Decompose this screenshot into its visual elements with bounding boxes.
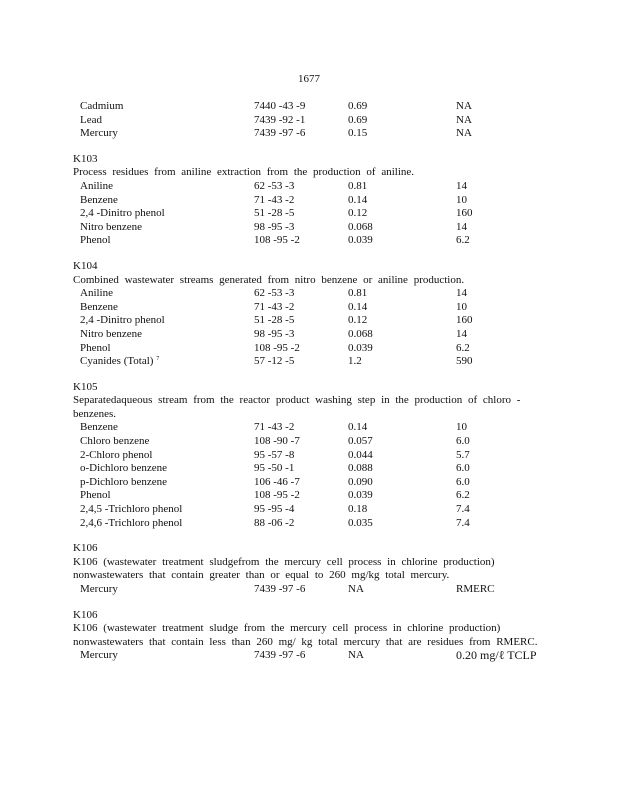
constituent-name-text: Aniline <box>80 179 113 192</box>
constituent-row <box>73 328 553 342</box>
cas-number: 108 -95 -2 <box>254 341 300 354</box>
constituent-row <box>73 583 553 597</box>
waste-code-section <box>73 260 553 369</box>
constituent-name-text: Benzene <box>80 300 118 313</box>
waste-code: K103 <box>73 152 98 165</box>
constituent-name-text: Cyanides (Total) <box>80 355 154 368</box>
waste-description: Combined wastewater streams generated from nitro benzene or aniline production. <box>73 273 465 286</box>
constituent-row <box>73 355 553 369</box>
cas-number: 106 -46 -7 <box>254 475 300 488</box>
wastewater-standard: 0.039 <box>348 489 373 502</box>
constituent-name <box>80 100 123 114</box>
nonwastewater-standard: 7.4 <box>456 516 470 529</box>
nonwastewater-standard: 14 <box>456 220 467 233</box>
nonwastewater-standard: NA <box>456 113 472 126</box>
nonwastewater-standard: 6.2 <box>456 489 470 502</box>
wastewater-standard: 0.068 <box>348 220 373 233</box>
constituent-name-text: 2-Chloro phenol <box>80 448 153 461</box>
cas-number: 62 -53 -3 <box>254 179 295 192</box>
constituent-row <box>73 517 553 531</box>
constituent-name <box>80 287 113 301</box>
cas-number: 108 -90 -7 <box>254 435 300 448</box>
constituent-name-text: Lead <box>80 113 102 126</box>
constituent-name <box>80 435 149 449</box>
cas-number: 108 -95 -2 <box>254 234 300 247</box>
constituent-row <box>73 194 553 208</box>
waste-code-section <box>73 153 553 248</box>
constituent-name <box>80 114 102 128</box>
constituent-row <box>73 342 553 356</box>
constituent-name <box>80 328 142 342</box>
cas-number: 98 -95 -3 <box>254 220 295 233</box>
wastewater-standard: 0.039 <box>348 234 373 247</box>
wastewater-standard: 0.18 <box>348 503 368 516</box>
cas-number: 98 -95 -3 <box>254 327 295 340</box>
wastewater-standard: NA <box>348 649 364 662</box>
wastewater-standard: 0.69 <box>348 100 368 112</box>
cas-number: 88 -06 -2 <box>254 516 295 529</box>
footnote-marker: 7 <box>156 356 160 363</box>
nonwastewater-standard: 10 <box>456 421 467 434</box>
wastewater-standard: 0.15 <box>348 127 368 140</box>
wastewater-standard: 0.69 <box>348 113 368 126</box>
nonwastewater-standard: 14 <box>456 287 467 300</box>
constituent-name <box>80 314 165 328</box>
nonwastewater-standard: 7.4 <box>456 503 470 516</box>
nonwastewater-standard: 10 <box>456 193 467 206</box>
constituent-name <box>80 476 167 490</box>
wastewater-standard: 0.14 <box>348 421 368 434</box>
waste-code-section <box>73 542 553 596</box>
cas-number: 7439 -97 -6 <box>254 649 306 662</box>
constituent-row <box>73 287 553 301</box>
waste-description: Process residues from aniline extraction from the production of aniline. <box>73 166 415 179</box>
nonwastewater-standard: 6.0 <box>456 435 470 448</box>
waste-code-section <box>73 100 553 141</box>
nonwastewater-standard: NA <box>456 100 472 112</box>
constituent-row <box>73 207 553 221</box>
nonwastewater-standard: 6.2 <box>456 341 470 354</box>
constituent-name-text: 2,4,5 -Trichloro phenol <box>80 503 183 516</box>
wastewater-standard: 0.81 <box>348 287 368 300</box>
cas-number: 108 -95 -2 <box>254 489 300 502</box>
cas-number: 71 -43 -2 <box>254 193 295 206</box>
constituent-name-text: 2,4 -Dinitro phenol <box>80 207 165 220</box>
waste-code: K106 <box>73 542 98 555</box>
nonwastewater-standard: 160 <box>456 207 473 220</box>
waste-code: K104 <box>73 259 98 272</box>
waste-code-section <box>73 381 553 531</box>
constituent-name-text: Mercury <box>80 127 118 140</box>
constituent-name <box>80 489 111 503</box>
nonwastewater-standard: 6.0 <box>456 475 470 488</box>
constituent-name-text: o-Dichloro benzene <box>80 462 168 475</box>
cas-number: 7439 -97 -6 <box>254 127 306 140</box>
wastewater-standard: 0.12 <box>348 207 368 220</box>
constituent-name-text: Chloro benzene <box>80 435 150 448</box>
constituent-row <box>73 234 553 248</box>
constituent-name <box>80 301 118 315</box>
constituent-row <box>73 435 553 449</box>
wastewater-standard: 0.044 <box>348 448 373 461</box>
constituent-name <box>80 649 118 663</box>
nonwastewater-standard: 160 <box>456 314 473 327</box>
constituent-row <box>73 462 553 476</box>
treatment-standards-list <box>73 100 553 675</box>
constituent-name <box>80 583 118 597</box>
cas-number: 95 -57 -8 <box>254 448 295 461</box>
nonwastewater-standard: NA <box>456 127 472 140</box>
cas-number: 51 -28 -5 <box>254 207 295 220</box>
nonwastewater-standard: 14 <box>456 327 467 340</box>
wastewater-standard: 0.088 <box>348 462 373 475</box>
constituent-row <box>73 114 553 128</box>
constituent-row <box>73 221 553 235</box>
cas-number: 7439 -97 -6 <box>254 583 306 595</box>
nonwastewater-standard: 5.7 <box>456 448 470 461</box>
wastewater-standard: 0.035 <box>348 516 373 529</box>
constituent-row <box>73 503 553 517</box>
constituent-row <box>73 476 553 490</box>
cas-number: 51 -28 -5 <box>254 314 295 327</box>
nonwastewater-standard: 590 <box>456 355 473 368</box>
constituent-row <box>73 127 553 141</box>
constituent-name <box>80 503 182 517</box>
constituent-name <box>80 194 118 208</box>
waste-description: K106 (wastewater treatment sludgefrom the mercury cell process in chlorine production) nonwastewaters that contain greater than or equal to 260 mg/kg total mercury. <box>73 555 495 582</box>
constituent-row <box>73 489 553 503</box>
constituent-name <box>80 234 111 248</box>
constituent-name <box>80 355 159 369</box>
cas-number: 7440 -43 -9 <box>254 100 306 112</box>
constituent-name-text: 2,4,6 -Trichloro phenol <box>80 516 183 529</box>
constituent-name-text: Nitro benzene <box>80 220 142 233</box>
constituent-name <box>80 207 165 221</box>
constituent-row <box>73 301 553 315</box>
cas-number: 95 -50 -1 <box>254 462 295 475</box>
constituent-name <box>80 127 118 141</box>
nonwastewater-standard: 0.20 mg/ℓ TCLP <box>456 648 537 663</box>
constituent-name-text: Benzene <box>80 193 118 206</box>
constituent-name <box>80 342 111 356</box>
wastewater-standard: 1.2 <box>348 355 362 368</box>
wastewater-standard: 0.039 <box>348 341 373 354</box>
constituent-row <box>73 421 553 435</box>
nonwastewater-standard: 6.0 <box>456 462 470 475</box>
waste-code: K106 <box>73 608 98 621</box>
constituent-name-text: Phenol <box>80 489 111 502</box>
wastewater-standard: 0.12 <box>348 314 368 327</box>
constituent-name <box>80 517 182 531</box>
constituent-name-text: p-Dichloro benzene <box>80 475 168 488</box>
cas-number: 62 -53 -3 <box>254 287 295 300</box>
constituent-name-text: Mercury <box>80 583 118 595</box>
page-number: 1677 <box>298 73 320 85</box>
constituent-name-text: 2,4 -Dinitro phenol <box>80 314 165 327</box>
wastewater-standard: 0.81 <box>348 179 368 192</box>
cas-number: 71 -43 -2 <box>254 421 295 434</box>
waste-description: Separatedaqueous stream from the reactor product washing step in the production of chloro - benzenes. <box>73 394 521 420</box>
nonwastewater-standard: 10 <box>456 300 467 313</box>
cas-number: 71 -43 -2 <box>254 300 295 313</box>
constituent-name-text: Benzene <box>80 421 118 434</box>
constituent-name-text: Aniline <box>80 287 113 300</box>
constituent-row <box>73 449 553 463</box>
constituent-name <box>80 221 142 235</box>
constituent-name-text: Phenol <box>80 234 111 247</box>
constituent-name-text: Phenol <box>80 341 111 354</box>
constituent-name <box>80 449 152 463</box>
cas-number: 95 -95 -4 <box>254 503 295 516</box>
constituent-row <box>73 314 553 328</box>
wastewater-standard: 0.14 <box>348 300 368 313</box>
wastewater-standard: 0.090 <box>348 475 373 488</box>
constituent-name-text: Mercury <box>80 649 118 662</box>
cas-number: 57 -12 -5 <box>254 355 295 368</box>
nonwastewater-standard: RMERC <box>456 583 495 595</box>
waste-code-section <box>73 609 553 663</box>
constituent-name <box>80 421 118 435</box>
nonwastewater-standard: 6.2 <box>456 234 470 247</box>
wastewater-standard: 0.14 <box>348 193 368 206</box>
constituent-name <box>80 180 113 194</box>
constituent-row <box>73 180 553 194</box>
wastewater-standard: NA <box>348 583 364 595</box>
constituent-name-text: Cadmium <box>80 100 124 112</box>
constituent-row <box>73 649 553 663</box>
wastewater-standard: 0.068 <box>348 327 373 340</box>
constituent-name-text: Nitro benzene <box>80 327 142 340</box>
nonwastewater-standard: 14 <box>456 179 467 192</box>
constituent-name <box>80 462 167 476</box>
wastewater-standard: 0.057 <box>348 435 373 448</box>
waste-description: K106 (wastewater treatment sludge from the mercury cell process in chlorine production) nonwastewaters that contain less than 260 mg/ kg total mercury that are residues from RMERC. <box>73 622 538 648</box>
cas-number: 7439 -92 -1 <box>254 113 306 126</box>
waste-code: K105 <box>73 380 98 393</box>
constituent-row <box>73 100 553 114</box>
